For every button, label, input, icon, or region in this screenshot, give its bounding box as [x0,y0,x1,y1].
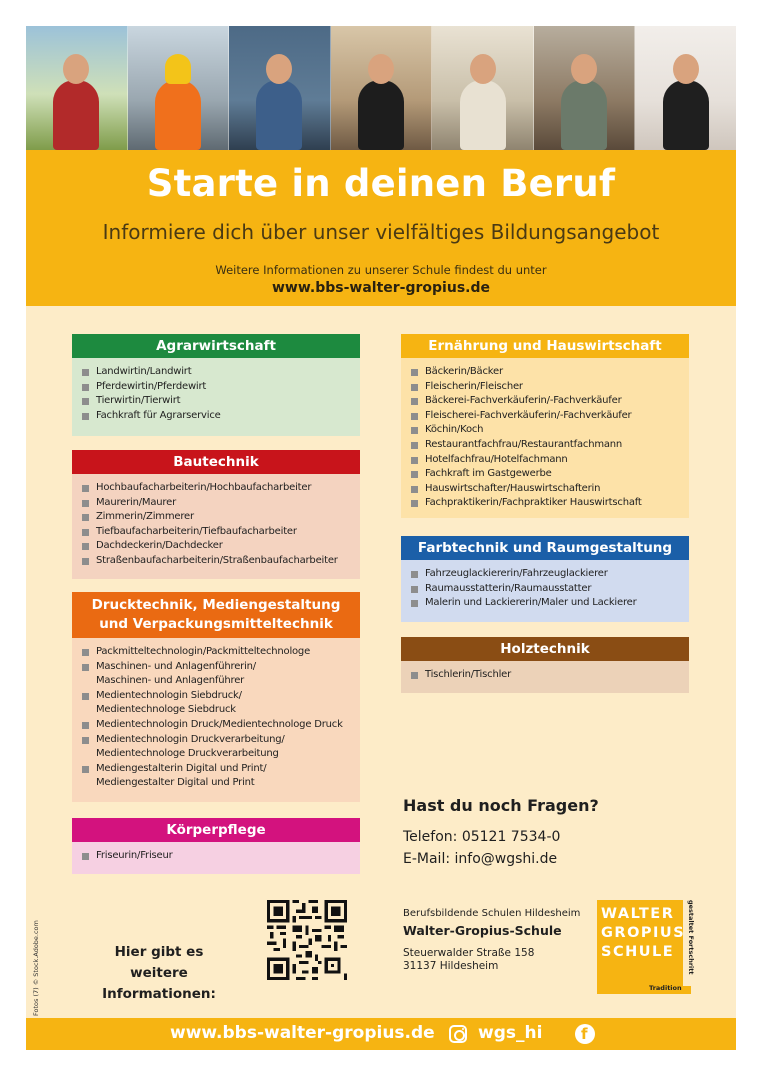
logo-square [683,986,691,994]
list-item [82,762,352,791]
facebook-icon[interactable]: f [575,1024,595,1044]
list-item: Bäckerin/Bäcker [411,365,681,380]
list-item: Fahrzeuglackiererin/Fahrzeuglackierer [411,567,681,582]
school-street: Steuerwalder Straße 158 [403,947,535,959]
qr-code[interactable] [267,900,347,980]
logo-text: SCHULE [601,944,675,960]
photo-farmers [26,26,128,150]
category-title-line: Drucktechnik, Mediengestaltung [91,597,341,613]
list-item: Straßenbaufacharbeiterin/Straßenbaufacharbeiter [82,554,352,569]
list-item [82,733,352,762]
list-item: Packmitteltechnologin/Packmitteltechnologe [82,645,352,660]
photo-waitress [331,26,433,150]
instagram-handle[interactable]: wgs_hi [478,1023,543,1043]
footer-website-link[interactable]: www.bbs-walter-gropius.de [170,1023,435,1043]
category-list [72,474,360,579]
list-item [82,689,352,718]
list-item-line: Mediengestalter Digital und Print [96,777,255,789]
category-title: Agrarwirtschaft [72,334,360,358]
list-item: Fachkraft für Agrarservice [82,409,352,424]
more-info-text [74,942,244,1005]
logo-tagline-text: gestaltet Fortschritt [687,900,695,975]
contact-title: Hast du noch Fragen? [403,796,599,815]
category-bautechnik [72,450,360,579]
list-item: Pferdewirtin/Pferdewirt [82,380,352,395]
photo-construction-workers [128,26,230,150]
logo-tagline [685,900,697,994]
list-item-line: Medientechnologin Druckverarbeitung/ [96,733,285,745]
footer [26,1018,736,1050]
category-title: Ernährung und Hauswirtschaft [401,334,689,358]
page-subtitle: Informiere dich über unser vielfältiges Bildungsangebot [102,220,660,244]
list-item: Tischlerin/Tischler [411,668,681,683]
category-list [72,358,360,436]
category-list [401,560,689,622]
category-title: Bautechnik [72,450,360,474]
school-logo [597,900,707,994]
category-farbtechnik [401,536,689,622]
list-item: Malerin und Lackiererin/Maler und Lackierer [411,596,681,611]
info-text: Weitere Informationen zu unserer Schule findest du unter [215,263,547,277]
list-item: Köchin/Koch [411,423,681,438]
list-item-line: Medientechnologe Siebdruck [96,704,236,716]
list-item: Raumausstatterin/Raumausstatter [411,582,681,597]
category-list [72,638,360,802]
list-item [82,660,352,689]
photo-carpenter [534,26,636,150]
page-title: Starte in deinen Beruf [146,162,616,205]
logo-text: WALTER [601,906,675,922]
category-holztechnik [401,637,689,693]
photo-hairdresser [635,26,736,150]
list-item: Tierwirtin/Tierwirt [82,394,352,409]
list-item: Hochbaufacharbeiterin/Hochbaufacharbeiter [82,481,352,496]
list-item: Hauswirtschafter/Hauswirtschafterin [411,482,681,497]
logo-tradition: Tradition [649,984,682,992]
category-title: Körperpflege [72,818,360,842]
list-item: Fachpraktikerin/Fachpraktiker Hauswirtschaft [411,496,681,511]
list-item: Fleischerin/Fleischer [411,380,681,395]
logo-text: GROPIUS [601,925,686,941]
photo-credit-text: Fotos (7) © Stock.Adobe.com [32,920,40,1016]
category-koerperpflege [72,818,360,874]
photo-strip [26,26,736,150]
phone-number[interactable]: Telefon: 05121 7534-0 [403,829,561,845]
photo-technician [229,26,331,150]
list-item-line: Maschinen- und Anlagenführerin/ [96,660,256,672]
header-band [26,150,736,306]
category-drucktechnik [72,592,360,802]
category-list [401,661,689,693]
category-title: Holztechnik [401,637,689,661]
list-item: Fleischerei-Fachverkäuferin/-Fachverkäufer [411,409,681,424]
category-title: Farbtechnik und Raumgestaltung [401,536,689,560]
list-item: Maurerin/Maurer [82,496,352,511]
list-item-line: Medientechnologin Siebdruck/ [96,689,242,701]
list-item: Tiefbaufacharbeiterin/Tiefbaufacharbeiter [82,525,352,540]
list-item: Hotelfachfrau/Hotelfachmann [411,453,681,468]
category-agrarwirtschaft [72,334,360,436]
instagram-icon[interactable] [449,1025,467,1043]
photo-credit [32,906,44,1016]
category-ernaehrung-hauswirtschaft [401,334,689,518]
logo-box [597,900,686,994]
school-address [403,908,603,973]
category-title [72,592,360,638]
list-item: Friseurin/Friseur [82,849,352,864]
school-city: 31137 Hildesheim [403,960,499,972]
category-list [401,358,689,518]
contact-section [403,796,703,867]
list-item: Dachdeckerin/Dachdecker [82,539,352,554]
more-info-line: weitere Informationen: [102,965,216,1002]
photo-painter [432,26,534,150]
category-list [72,842,360,874]
poster [26,26,736,1050]
list-item-line: Maschinen- und Anlagenführer [96,675,245,687]
list-item-line: Mediengestalterin Digital und Print/ [96,762,267,774]
website-link[interactable]: www.bbs-walter-gropius.de [272,280,490,296]
list-item-line: Medientechnologe Druckverarbeitung [96,748,279,760]
list-item: Zimmerin/Zimmerer [82,510,352,525]
school-institution: Berufsbildende Schulen Hildesheim [403,908,581,919]
list-item: Landwirtin/Landwirt [82,365,352,380]
list-item: Bäckerei-Fachverkäuferin/-Fachverkäufer [411,394,681,409]
list-item: Restaurantfachfrau/Restaurantfachmann [411,438,681,453]
email-address[interactable]: E-Mail: info@wgshi.de [403,851,558,867]
list-item: Medientechnologin Druck/Medientechnologe Druck [82,718,352,733]
school-name: Walter-Gropius-Schule [403,923,562,938]
category-title-line: und Verpackungsmitteltechnik [99,616,333,632]
list-item: Fachkraft im Gastgewerbe [411,467,681,482]
more-info-line: Hier gibt es [114,944,204,960]
